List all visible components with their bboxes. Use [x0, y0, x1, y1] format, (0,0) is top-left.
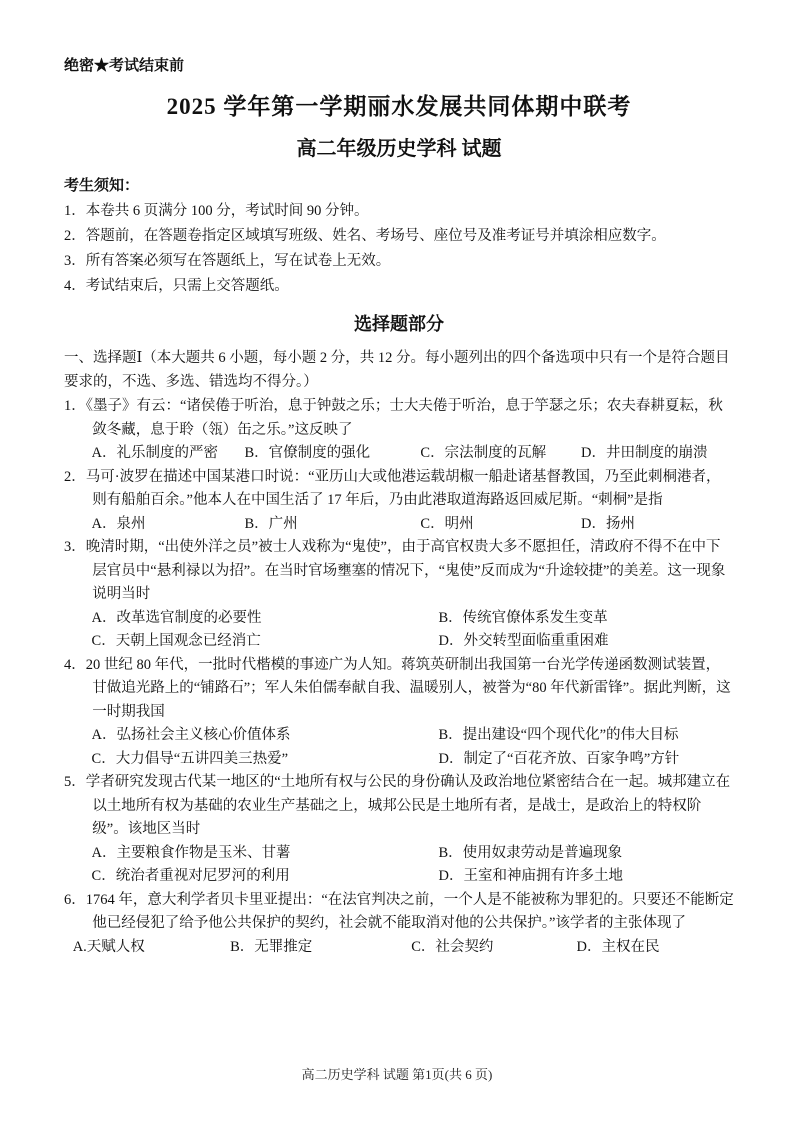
question-option: C．宗法制度的瓦解 [420, 445, 547, 461]
page-footer: 高二历史学科 试题 第1页(共 6 页) [301, 1067, 493, 1082]
question-options [64, 724, 734, 771]
question-stem: 1．《墨子》有云：“诸侯倦于听治，息于钟鼓之乐；士大夫倦于听治，息于竽瑟之乐；农夫春耕夏耘，秋敛冬藏，息于聆（瓴）缶之乐。”这反映了 [64, 398, 723, 438]
section-instructions: 一、选择题Ⅰ（本大题共 6 小题，每小题 2 分，共 12 分。每小题列出的四个备选项中只有一个是符合题目要求的，不选、多选、错选均不得分。） [64, 350, 730, 390]
question-options [64, 513, 734, 537]
question-option: A．主要粮食作物是玉米、甘薯 [91, 844, 291, 861]
question-option: D．主权在民 [576, 938, 660, 955]
question-stem: 2．马可·波罗在描述中国某港口时说：“亚历山大或他港运载胡椒一船赴诸基督教国，乃至此刺桐港者，则有船舶百余。”他本人在中国生活了 17 年后，乃由此港取道海路返回威尼斯。“刺桐”是指 [64, 468, 721, 508]
question-option: C．明州 [420, 515, 474, 532]
question-option: D．制定了“百花齐放、百家争鸣”方针 [438, 750, 680, 767]
question-option: B．官僚制度的强化 [244, 445, 371, 461]
notice-item: 3．所有答案必须写在答题纸上，写在试卷上无效。 [64, 253, 391, 269]
exam-subtitle: 高二年级历史学科 试题 [296, 138, 502, 160]
question-stem: 3．晚清时期，“出使外洋之员”被士人戏称为“鬼使”，由于高官权贵大多不愿担任，清政府不得不在中下层官员中“悬利禄以为招”。在当时官场壅塞的情况下，“鬼使”反而成为“升途较捷”的美差。这一现象说明当时 [64, 539, 726, 602]
question-options [64, 936, 734, 960]
question-option: C．大力倡导“五讲四美三热爱” [91, 750, 289, 767]
question-option: D．外交转型面临重重困难 [438, 633, 609, 649]
question-option: D．扬州 [581, 515, 636, 532]
candidate-notice [64, 174, 734, 299]
question-option: C．社会契约 [411, 938, 494, 955]
question-2 [64, 466, 734, 537]
question-option: C．天朝上国观念已经消亡 [91, 633, 261, 649]
notice-item: 4．考试结束后，只需上交答题纸。 [64, 278, 289, 294]
question-option: A．泉州 [91, 515, 146, 532]
section-title: 选择题部分 [354, 314, 444, 334]
question-option: B．提出建设“四个现代化”的伟大目标 [438, 727, 679, 743]
question-6 [64, 889, 734, 960]
exam-title: 2025 学年第一学期丽水发展共同体期中联考 [166, 94, 632, 119]
question-5 [64, 771, 734, 889]
question-option: D．王室和神庙拥有许多土地 [438, 868, 623, 884]
classification-banner: 绝密★考试结束前 [64, 58, 185, 74]
question-option: C．统治者重视对尼罗河的利用 [91, 868, 290, 884]
question-stem: 5．学者研究发现古代某一地区的“土地所有权与公民的身份确认及政治地位紧密结合在一起。城邦建立在以土地所有权为基础的农业生产基础之上，城邦公民是土地所有者，是战士，是政治上的特权阶级”。该地区当时 [64, 774, 731, 837]
question-option: D．井田制度的崩溃 [581, 445, 708, 461]
question-option: B．广州 [244, 515, 298, 532]
question-4 [64, 654, 734, 772]
question-option: A．礼乐制度的严密 [91, 445, 219, 461]
question-1 [64, 395, 734, 466]
question-option: A.天赋人权 [72, 938, 145, 955]
question-stem: 6．1764 年，意大利学者贝卡里亚提出：“在法官判决之前，一个人是不能被称为罪犯的。只要还不能断定他已经侵犯了给予他公共保护的契约，社会就不能取消对他的公共保护。”该学者的主张体现了 [64, 891, 734, 931]
question-3 [64, 536, 734, 654]
question-option: A．弘扬社会主义核心价值体系 [91, 727, 291, 743]
question-option: B．无罪推定 [230, 938, 313, 955]
notice-item: 1．本卷共 6 页满分 100 分，考试时间 90 分钟。 [64, 203, 369, 219]
question-stem: 4．20 世纪 80 年代，一批时代楷模的事迹广为人知。蒋筑英研制出我国第一台光学传递函数测试装置，甘做追光路上的“铺路石”；军人朱伯儒奉献自我、温暖别人，被誉为“80 年代新雷锋”。据此判断，这一时期我国 [64, 656, 731, 720]
question-option: A．改革选官制度的必要性 [91, 609, 262, 626]
notice-heading: 考生须知： [64, 178, 140, 194]
question-option: B．传统官僚体系发生变革 [438, 609, 608, 626]
question-options [64, 442, 734, 466]
question-options [64, 607, 734, 654]
question-option: B．使用奴隶劳动是普遍现象 [438, 844, 623, 861]
question-options [64, 842, 734, 889]
notice-item: 2．答题前，在答题卷指定区域填写班级、姓名、考场号、座位号及准考证号并填涂相应数字。 [64, 228, 666, 244]
